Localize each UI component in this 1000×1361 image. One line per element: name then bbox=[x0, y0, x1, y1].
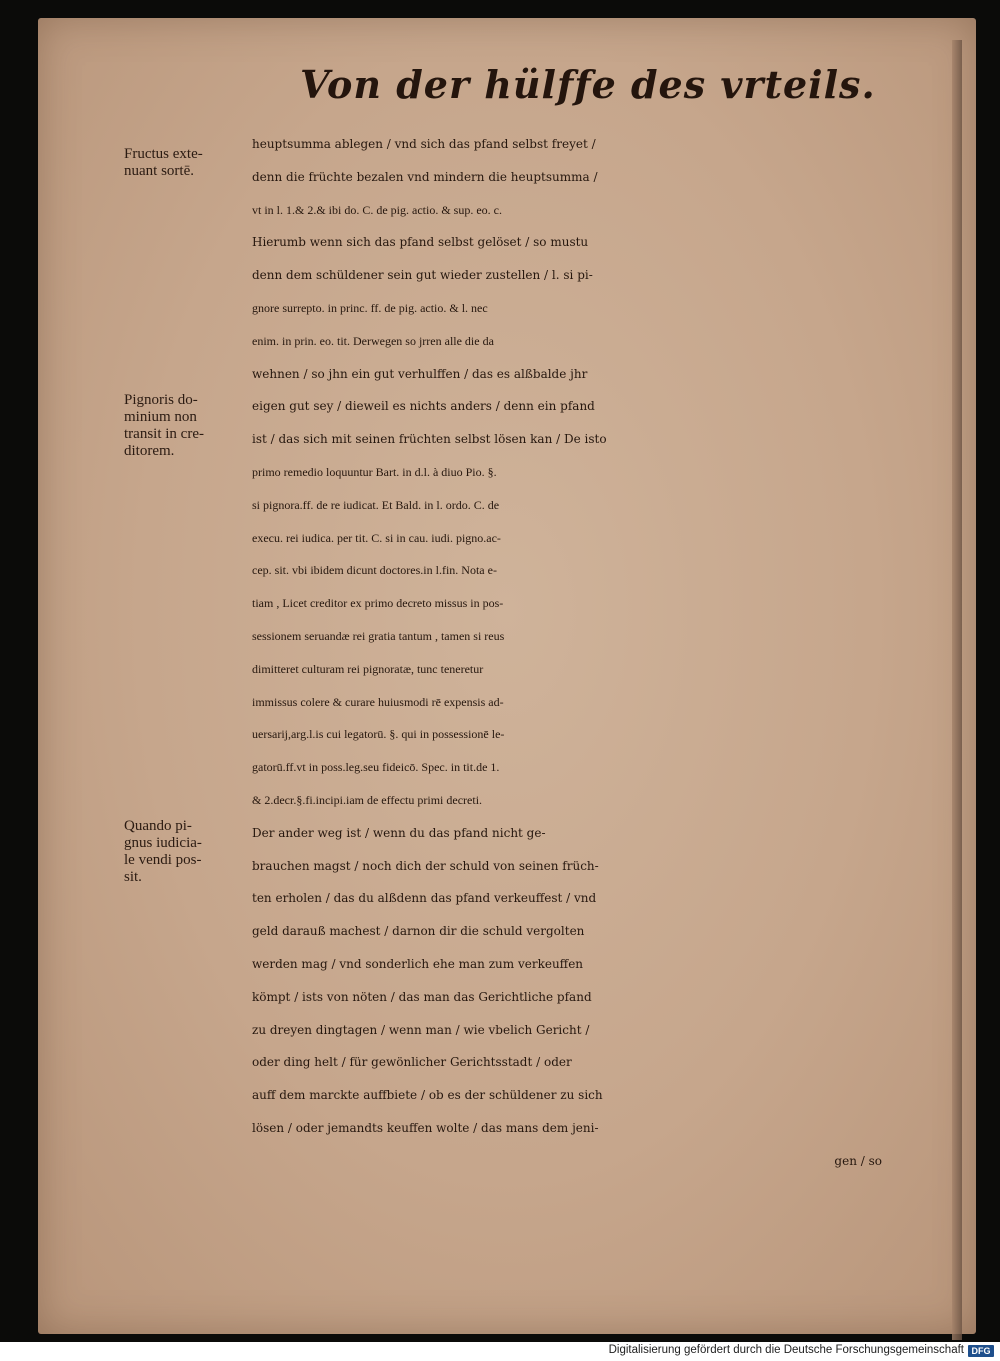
text-line: vt in l. 1.& 2.& ibi do. C. de pig. actio. & sup. eo. c. bbox=[252, 202, 502, 217]
dfg-logo-icon: DFG bbox=[968, 1345, 994, 1357]
text-line: geld darauß machest / darnon dir die schuld vergolten bbox=[252, 924, 585, 939]
text-line: uersarij,arg.l.is cui legatorū. §. qui in possessionē le- bbox=[252, 727, 505, 742]
footer-bar bbox=[0, 1342, 1000, 1361]
text-line: & 2.decr.§.fi.incipi.iam de effectu primi decreti. bbox=[252, 792, 483, 807]
text-line: enim. in prin. eo. tit. Derwegen so jrren alle die da bbox=[252, 333, 494, 348]
text-line: brauchen magst / noch dich der schuld von seinen früch- bbox=[252, 858, 599, 873]
text-line: tiam , Licet creditor ex primo decreto missus in pos- bbox=[252, 596, 504, 611]
text-line: execu. rei iudica. per tit. C. si in cau. iudi. pigno.ac- bbox=[252, 530, 501, 545]
text-line: lösen / oder jemandts keuffen wolte / das mans dem jeni- bbox=[252, 1120, 599, 1135]
margin-note-fructus bbox=[124, 146, 246, 180]
text-line: wehnen / so jhn ein gut verhulffen / das es alßbalde jhr bbox=[252, 366, 588, 381]
text-line: kömpt / ists von nöten / das man das Gerichtliche pfand bbox=[252, 989, 592, 1004]
margin-note-line: sit. bbox=[124, 869, 142, 885]
text-line: heuptsumma ablegen / vnd sich das pfand selbst freyet / bbox=[252, 137, 596, 151]
margin-note-line: transit in cre- bbox=[124, 426, 204, 442]
margin-note-line: minium non bbox=[124, 409, 197, 425]
text-line: denn die früchte bezalen vnd mindern die heuptsumma / bbox=[252, 169, 598, 184]
text-line: si pignora.ff. de re iudicat. Et Bald. in l. ordo. C. de bbox=[252, 497, 500, 512]
body-text bbox=[252, 128, 902, 1178]
text-line: Hierumb wenn sich das pfand selbst gelöset / so mustu bbox=[252, 235, 589, 250]
text-line: denn dem schüldener sein gut wieder zustellen / l. si pi- bbox=[252, 268, 593, 283]
funding-credit: Digitalisierung gefördert durch die Deutsche Forschungsgemeinschaft bbox=[608, 1344, 964, 1356]
page-edge bbox=[952, 40, 962, 1340]
margin-note-line: le vendi pos- bbox=[124, 852, 202, 868]
text-line: gnore surrepto. in princ. ff. de pig. actio. & l. nec bbox=[252, 300, 488, 315]
margin-note-pignoris bbox=[124, 392, 246, 460]
text-line: primo remedio loquuntur Bart. in d.l. à diuo Pio. §. bbox=[252, 464, 497, 479]
text-line: auff dem marckte auffbiete / ob es der schüldener zu sich bbox=[252, 1088, 603, 1103]
margin-note-line: gnus iudicia- bbox=[124, 835, 202, 851]
text-line: ist / das sich mit seinen früchten selbst lösen kan / De isto bbox=[252, 432, 607, 447]
running-head: Von der hülffe des vrteils. bbox=[300, 62, 876, 107]
margin-note-line: Quando pi- bbox=[124, 818, 192, 834]
text-line: Der ander weg ist / wenn du das pfand nicht ge- bbox=[252, 825, 546, 840]
text-line: immissus colere & curare huiusmodi rē expensis ad- bbox=[252, 694, 504, 709]
text-line: oder ding helt / für gewönlicher Gerichtsstadt / oder bbox=[252, 1055, 572, 1070]
catchword: gen / so bbox=[834, 1153, 882, 1168]
text-line: gatorū.ff.vt in poss.leg.seu fideicō. Spec. in tit.de 1. bbox=[252, 760, 500, 775]
text-line: ten erholen / das du alßdenn das pfand verkeuffest / vnd bbox=[252, 891, 597, 906]
margin-note-line: Fructus exte- bbox=[124, 146, 203, 162]
text-line: sessionem seruandæ rei gratia tantum , tamen si reus bbox=[252, 628, 505, 643]
margin-note-quando bbox=[124, 818, 246, 886]
margin-note-line: Pignoris do- bbox=[124, 392, 198, 408]
margin-note-line: ditorem. bbox=[124, 443, 175, 459]
margin-note-line: nuant sortē. bbox=[124, 163, 194, 179]
text-line: werden mag / vnd sonderlich ehe man zum verkeuffen bbox=[252, 956, 584, 971]
text-line: dimitteret culturam rei pignoratæ, tunc teneretur bbox=[252, 661, 484, 676]
text-line: eigen gut sey / dieweil es nichts anders / denn ein pfand bbox=[252, 399, 595, 414]
text-line: zu dreyen dingtagen / wenn man / wie vbelich Gericht / bbox=[252, 1022, 590, 1037]
text-line: cep. sit. vbi ibidem dicunt doctores.in l.fin. Nota e- bbox=[252, 563, 497, 578]
